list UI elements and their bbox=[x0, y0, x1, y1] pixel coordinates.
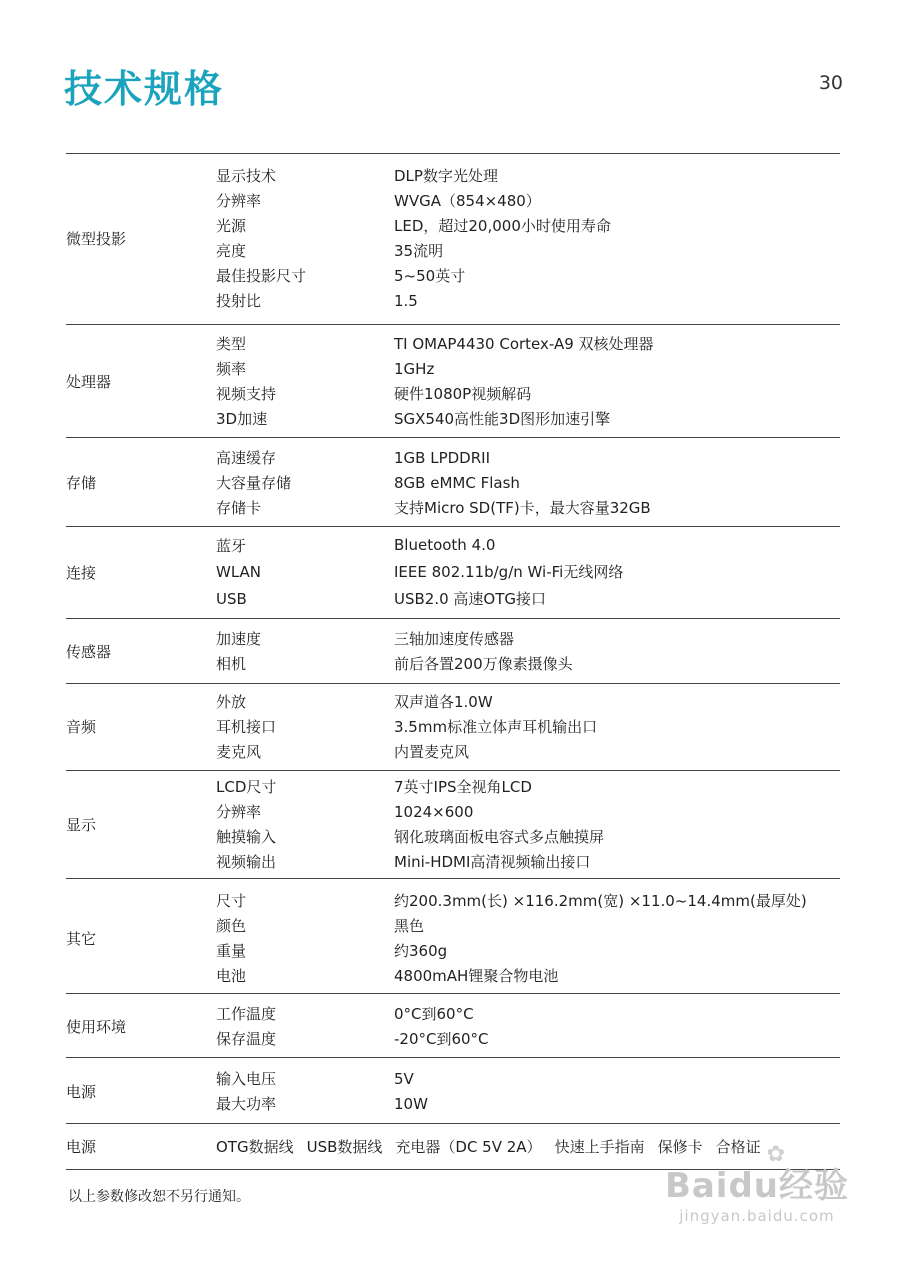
accessory-item: OTG数据线 bbox=[216, 1138, 294, 1156]
spec-key: LCD尺寸 bbox=[216, 778, 277, 796]
spec-key: 视频输出 bbox=[216, 853, 277, 871]
spec-value: 双声道各1.0W bbox=[394, 693, 493, 711]
spec-section-environment bbox=[66, 993, 840, 1057]
spec-value: SGX540高性能3D图形加速引擎 bbox=[394, 410, 611, 428]
spec-value: 5V bbox=[394, 1069, 414, 1088]
spec-value: Mini-HDMI高清视频输出接口 bbox=[394, 853, 591, 871]
section-category: 显示 bbox=[66, 815, 97, 834]
spec-row bbox=[216, 356, 840, 381]
spec-row bbox=[216, 263, 840, 288]
page-title: 技术规格 bbox=[64, 67, 225, 111]
section-category: 微型投影 bbox=[66, 229, 127, 248]
section-category: 使用环境 bbox=[66, 1017, 127, 1036]
spec-row bbox=[216, 799, 840, 824]
spec-value: 钢化玻璃面板电容式多点触摸屏 bbox=[394, 828, 605, 846]
spec-row bbox=[216, 938, 840, 963]
spec-key: 显示技术 bbox=[216, 167, 277, 185]
spec-key: 输入电压 bbox=[216, 1070, 277, 1088]
spec-row bbox=[216, 774, 840, 799]
spec-key: 最大功率 bbox=[216, 1095, 277, 1113]
spec-key: 大容量存储 bbox=[216, 474, 292, 492]
spec-value: 1GB LPDDRII bbox=[394, 448, 490, 467]
spec-row bbox=[216, 381, 840, 406]
spec-key: 高速缓存 bbox=[216, 449, 277, 467]
spec-value: 10W bbox=[394, 1094, 428, 1113]
spec-row bbox=[216, 558, 840, 585]
section-category: 音频 bbox=[66, 718, 97, 736]
spec-value: USB2.0 高速OTG接口 bbox=[394, 590, 547, 608]
spec-key: 保存温度 bbox=[216, 1030, 277, 1048]
spec-row bbox=[216, 495, 840, 520]
section-category: 电源 bbox=[66, 1138, 97, 1156]
spec-key: 存储卡 bbox=[216, 499, 262, 517]
spec-row bbox=[216, 1066, 840, 1091]
spec-key: 分辨率 bbox=[216, 192, 262, 210]
spec-row bbox=[216, 585, 840, 612]
spec-value: 5~50英寸 bbox=[394, 267, 466, 285]
spec-value: 1.5 bbox=[394, 291, 418, 310]
spec-key: 蓝牙 bbox=[216, 536, 247, 555]
spec-key: 颜色 bbox=[216, 917, 247, 935]
spec-section-sensors bbox=[66, 618, 840, 683]
spec-value: 约360g bbox=[394, 942, 448, 960]
spec-key: 光源 bbox=[216, 217, 247, 235]
spec-row bbox=[216, 739, 840, 764]
spec-row bbox=[216, 824, 840, 849]
spec-value: -20°C到60°C bbox=[394, 1030, 489, 1048]
spec-section-display bbox=[66, 770, 840, 878]
spec-row bbox=[216, 714, 840, 739]
spec-key: 投射比 bbox=[216, 292, 262, 310]
section-category: 存储 bbox=[66, 474, 97, 492]
spec-value: 内置麦克风 bbox=[394, 743, 470, 761]
accessory-item: 合格证 bbox=[715, 1138, 761, 1156]
spec-value: 1GHz bbox=[394, 359, 435, 378]
spec-section-other bbox=[66, 878, 840, 993]
spec-key: 分辨率 bbox=[216, 803, 262, 821]
spec-table bbox=[66, 153, 840, 1170]
section-category: 连接 bbox=[66, 563, 97, 582]
spec-value: 35流明 bbox=[394, 242, 444, 260]
spec-value: 三轴加速度传感器 bbox=[394, 630, 515, 648]
spec-key: USB bbox=[216, 589, 247, 608]
spec-section-storage bbox=[66, 437, 840, 526]
spec-value: 硬件1080P视频解码 bbox=[394, 385, 532, 403]
spec-key: 触摸输入 bbox=[216, 828, 277, 846]
spec-row bbox=[216, 626, 840, 651]
spec-key: 电池 bbox=[216, 967, 247, 985]
spec-value: 黑色 bbox=[394, 917, 425, 935]
spec-value: 7英寸IPS全视角LCD bbox=[394, 778, 532, 796]
spec-row bbox=[216, 1026, 840, 1051]
page-number: 30 bbox=[818, 72, 843, 94]
spec-row bbox=[216, 238, 840, 263]
spec-key: 加速度 bbox=[216, 630, 262, 648]
spec-row bbox=[216, 445, 840, 470]
spec-row bbox=[216, 213, 840, 238]
spec-value: 1024×600 bbox=[394, 802, 474, 821]
spec-row bbox=[216, 163, 840, 188]
spec-row bbox=[216, 963, 840, 988]
spec-section-processor bbox=[66, 324, 840, 437]
watermark-brand: Baidu经验 bbox=[664, 1166, 849, 1206]
section-category: 其它 bbox=[66, 929, 97, 948]
paw-icon: ✿ bbox=[766, 1142, 785, 1167]
spec-row bbox=[216, 331, 840, 356]
spec-row bbox=[216, 288, 840, 313]
spec-row bbox=[216, 532, 840, 558]
section-category: 电源 bbox=[66, 1082, 97, 1101]
spec-section-audio bbox=[66, 683, 840, 770]
accessory-item: 快速上手指南 bbox=[554, 1138, 645, 1156]
section-category: 处理器 bbox=[66, 372, 112, 391]
spec-key: 耳机接口 bbox=[216, 718, 277, 736]
spec-key: 相机 bbox=[216, 655, 247, 673]
spec-row bbox=[216, 689, 840, 714]
section-category: 传感器 bbox=[66, 642, 112, 661]
spec-section-power bbox=[66, 1057, 840, 1123]
spec-value: 0°C到60°C bbox=[394, 1005, 474, 1023]
spec-row bbox=[216, 913, 840, 938]
accessory-item: USB数据线 bbox=[306, 1138, 383, 1156]
spec-row bbox=[216, 651, 840, 676]
spec-key: WLAN bbox=[216, 562, 262, 581]
spec-value: DLP数字光处理 bbox=[394, 167, 498, 185]
spec-key: 重量 bbox=[216, 942, 247, 960]
spec-value: Bluetooth 4.0 bbox=[394, 536, 496, 554]
spec-key: 类型 bbox=[216, 335, 247, 353]
spec-value: LED，超过20,000小时使用寿命 bbox=[394, 217, 611, 235]
spec-row bbox=[216, 888, 840, 913]
spec-key: 亮度 bbox=[216, 242, 247, 260]
spec-value: 前后各置200万像素摄像头 bbox=[394, 655, 573, 673]
spec-key: 最佳投影尺寸 bbox=[216, 267, 307, 285]
spec-row bbox=[216, 1091, 840, 1116]
spec-key: 频率 bbox=[216, 360, 247, 378]
spec-row bbox=[216, 849, 840, 874]
spec-value: WVGA（854×480） bbox=[394, 192, 541, 210]
spec-value: 3.5mm标准立体声耳机输出口 bbox=[394, 718, 598, 736]
spec-value: IEEE 802.11b/g/n Wi-Fi无线网络 bbox=[394, 563, 624, 581]
accessory-item: 保修卡 bbox=[657, 1138, 703, 1156]
spec-key: 麦克风 bbox=[216, 743, 262, 761]
spec-section-connectivity bbox=[66, 526, 840, 618]
spec-section-micro-projection bbox=[66, 153, 840, 324]
spec-value: 约200.3mm(长) ×116.2mm(宽) ×11.0~14.4mm(最厚处) bbox=[394, 892, 807, 910]
spec-row bbox=[216, 470, 840, 495]
spec-key: 外放 bbox=[216, 693, 247, 711]
watermark-url: jingyan.baidu.com bbox=[679, 1207, 835, 1225]
spec-row bbox=[216, 1001, 840, 1026]
spec-key: 工作温度 bbox=[216, 1005, 277, 1023]
spec-row bbox=[216, 406, 840, 431]
spec-key: 3D加速 bbox=[216, 410, 268, 428]
accessory-item: 充电器（DC 5V 2A） bbox=[395, 1138, 542, 1156]
spec-value: 支持Micro SD(TF)卡，最大容量32GB bbox=[394, 499, 651, 517]
spec-value: 4800mAH锂聚合物电池 bbox=[394, 967, 559, 985]
footnote: 以上参数修改恕不另行通知。 bbox=[68, 1189, 250, 1205]
watermark bbox=[665, 1158, 849, 1225]
spec-value: TI OMAP4430 Cortex-A9 双核处理器 bbox=[394, 335, 654, 353]
spec-key: 尺寸 bbox=[216, 892, 247, 910]
spec-key: 视频支持 bbox=[216, 385, 277, 403]
spec-value: 8GB eMMC Flash bbox=[394, 473, 520, 492]
spec-row bbox=[216, 188, 840, 213]
